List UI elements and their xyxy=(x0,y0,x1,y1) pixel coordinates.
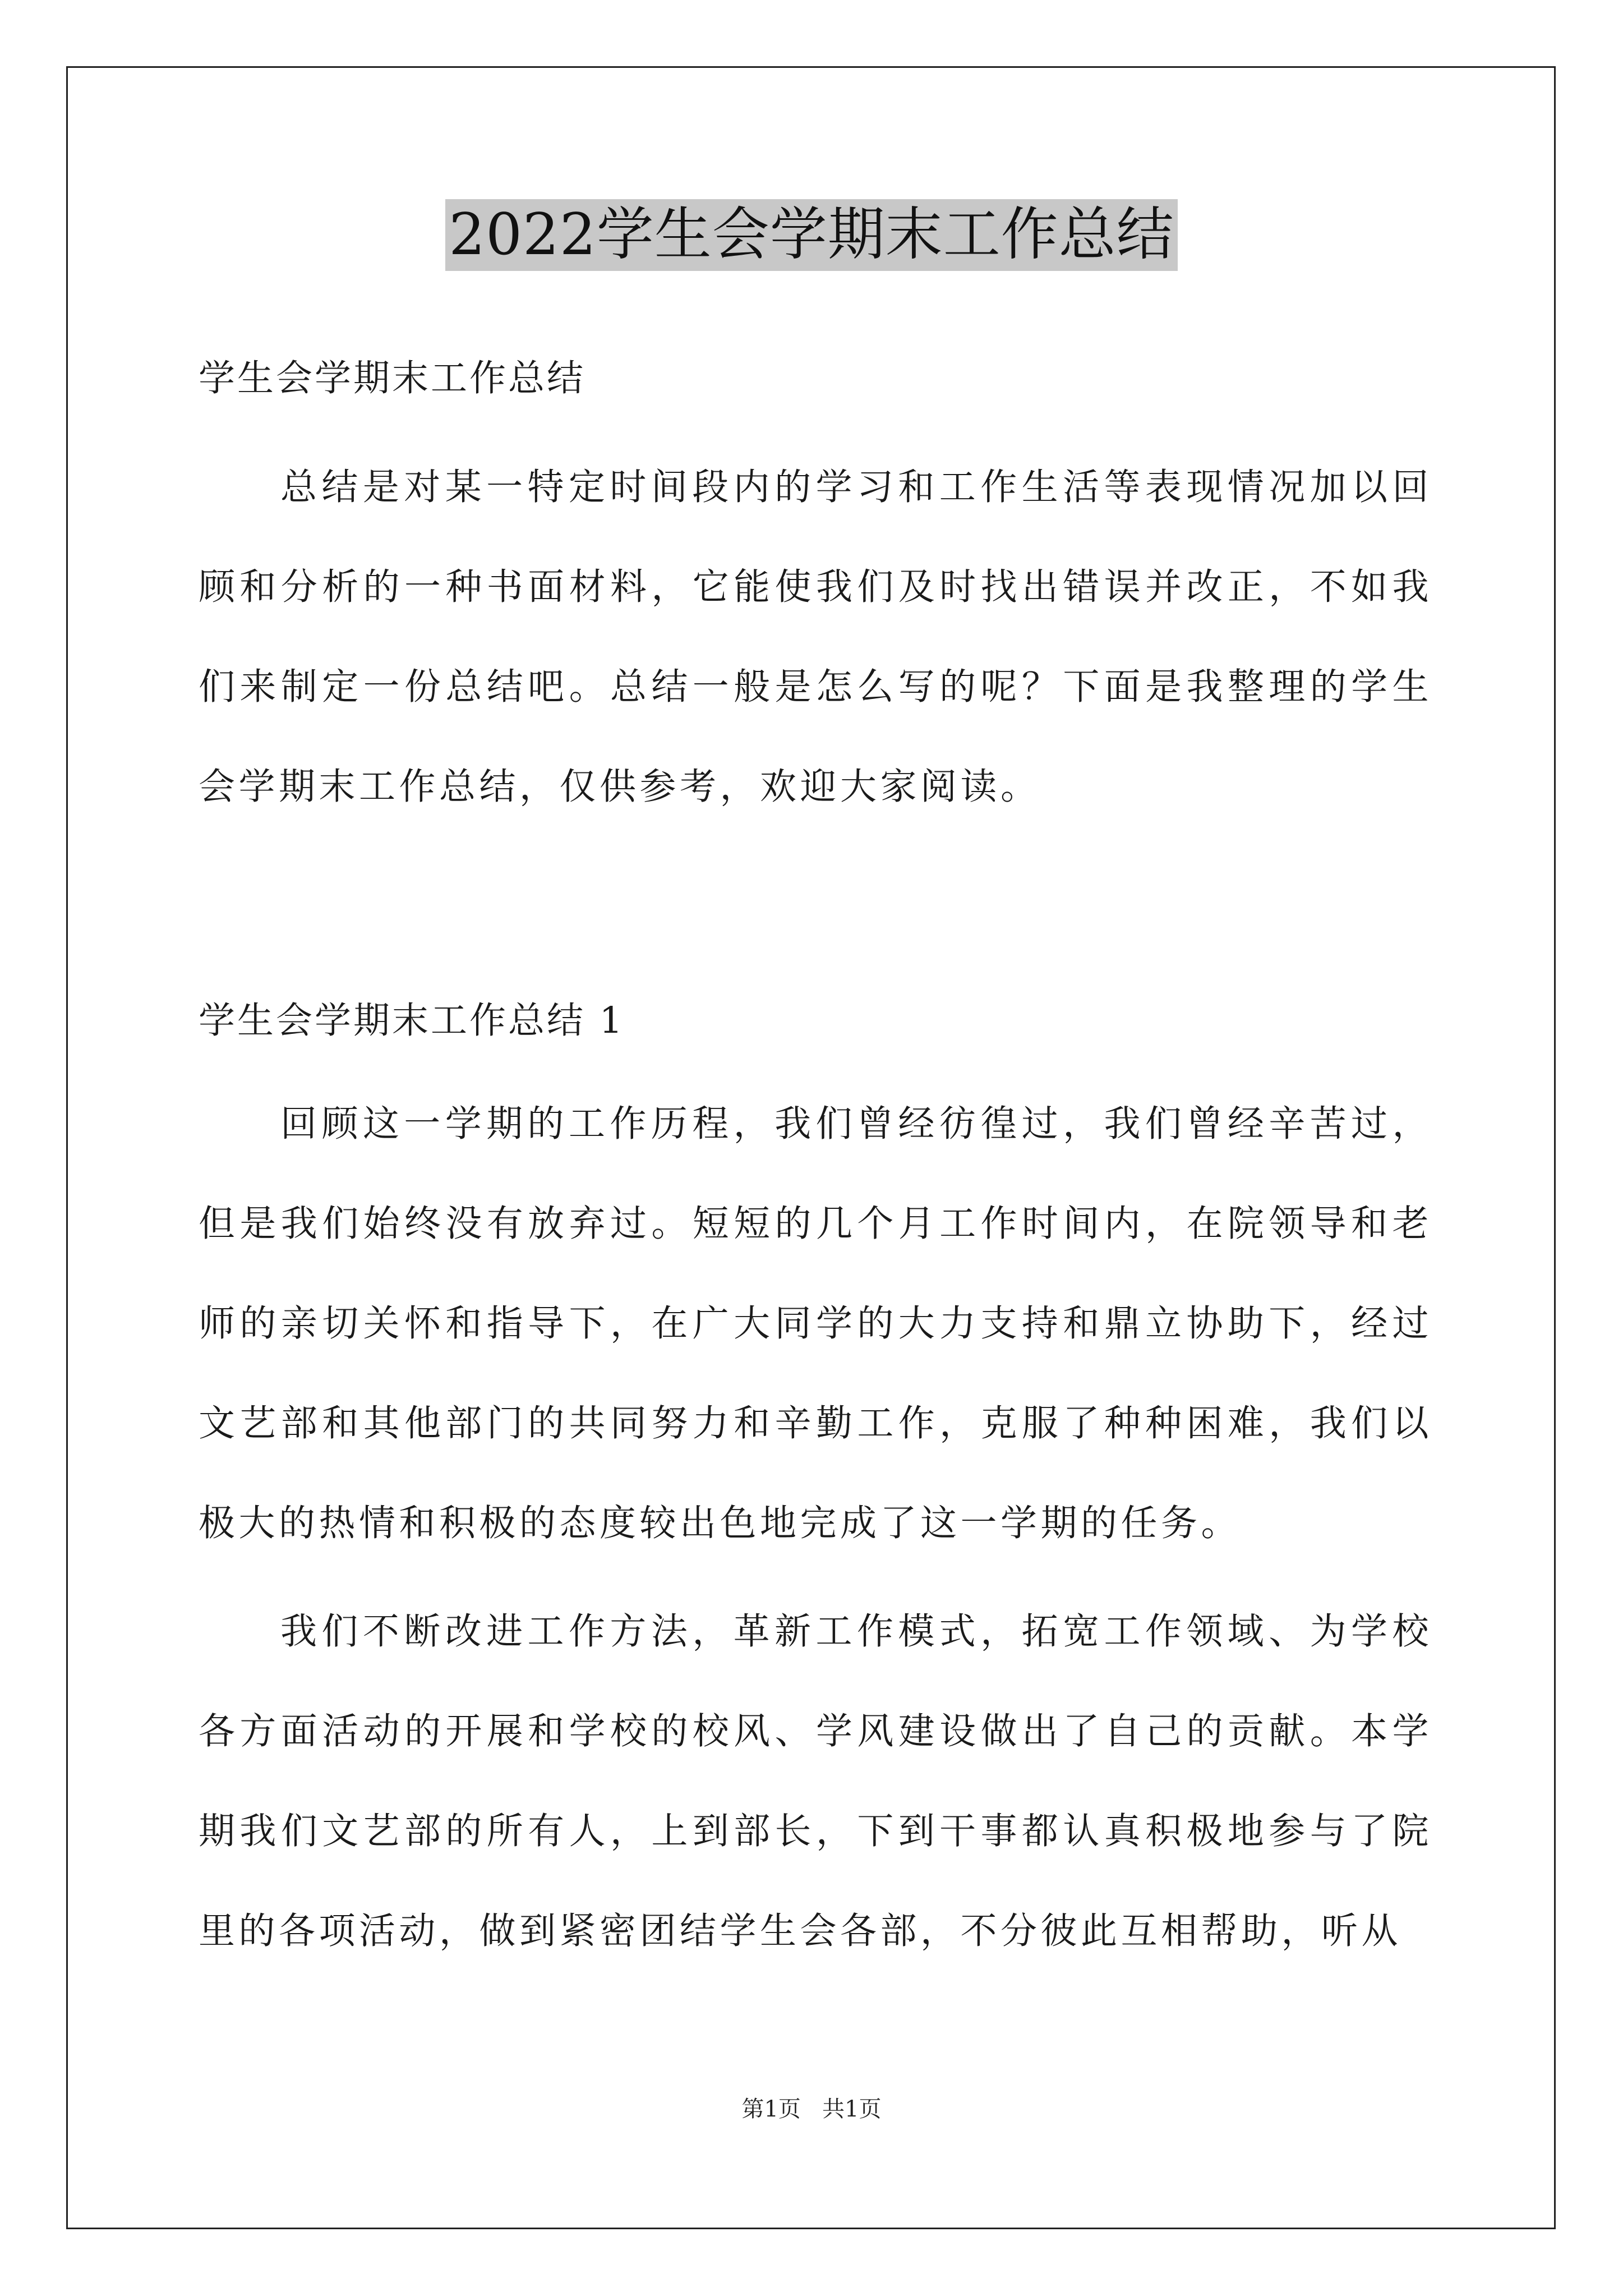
page-number-footer: 第1页 共1页 xyxy=(741,2096,882,2122)
intro-paragraph: 总结是对某一特定时间段内的学习和工作生活等表现情况加以回顾和分析的一种书面材料，它能使我们及时找出错误并改正，不如我们来制定一份总结吧。总结一般是怎么写的呢？下面是我整理的学生会学期末工作总结，仅供参考，欢迎大家阅读。 xyxy=(199,466,1432,808)
document-title: 2022学生会学期末工作总结 xyxy=(445,199,1178,271)
section-heading: 学生会学期末工作总结 1 xyxy=(199,1000,625,1042)
body-paragraph: 我们不断改进工作方法，革新工作模式，拓宽工作领域、为学校各方面活动的开展和学校的校风、学风建设做出了自己的贡献。本学期我们文艺部的所有人，上到部长，下到干事都认真积极地参与了院里的各项活动，做到紧密团结学生会各部，不分彼此互相帮助，听从 xyxy=(199,1611,1432,1952)
title-container xyxy=(0,199,1623,271)
document-subtitle: 学生会学期末工作总结 xyxy=(199,357,586,399)
body-paragraph: 回顾这一学期的工作历程，我们曾经彷徨过，我们曾经辛苦过，但是我们始终没有放弃过。短短的几个月工作时间内，在院领导和老师的亲切关怀和指导下，在广大同学的大力支持和鼎立协助下，经过文艺部和其他部门的共同努力和辛勤工作，克服了种种困难，我们以极大的热情和积极的态度较出色地完成了这一学期的任务。 xyxy=(199,1103,1432,1544)
